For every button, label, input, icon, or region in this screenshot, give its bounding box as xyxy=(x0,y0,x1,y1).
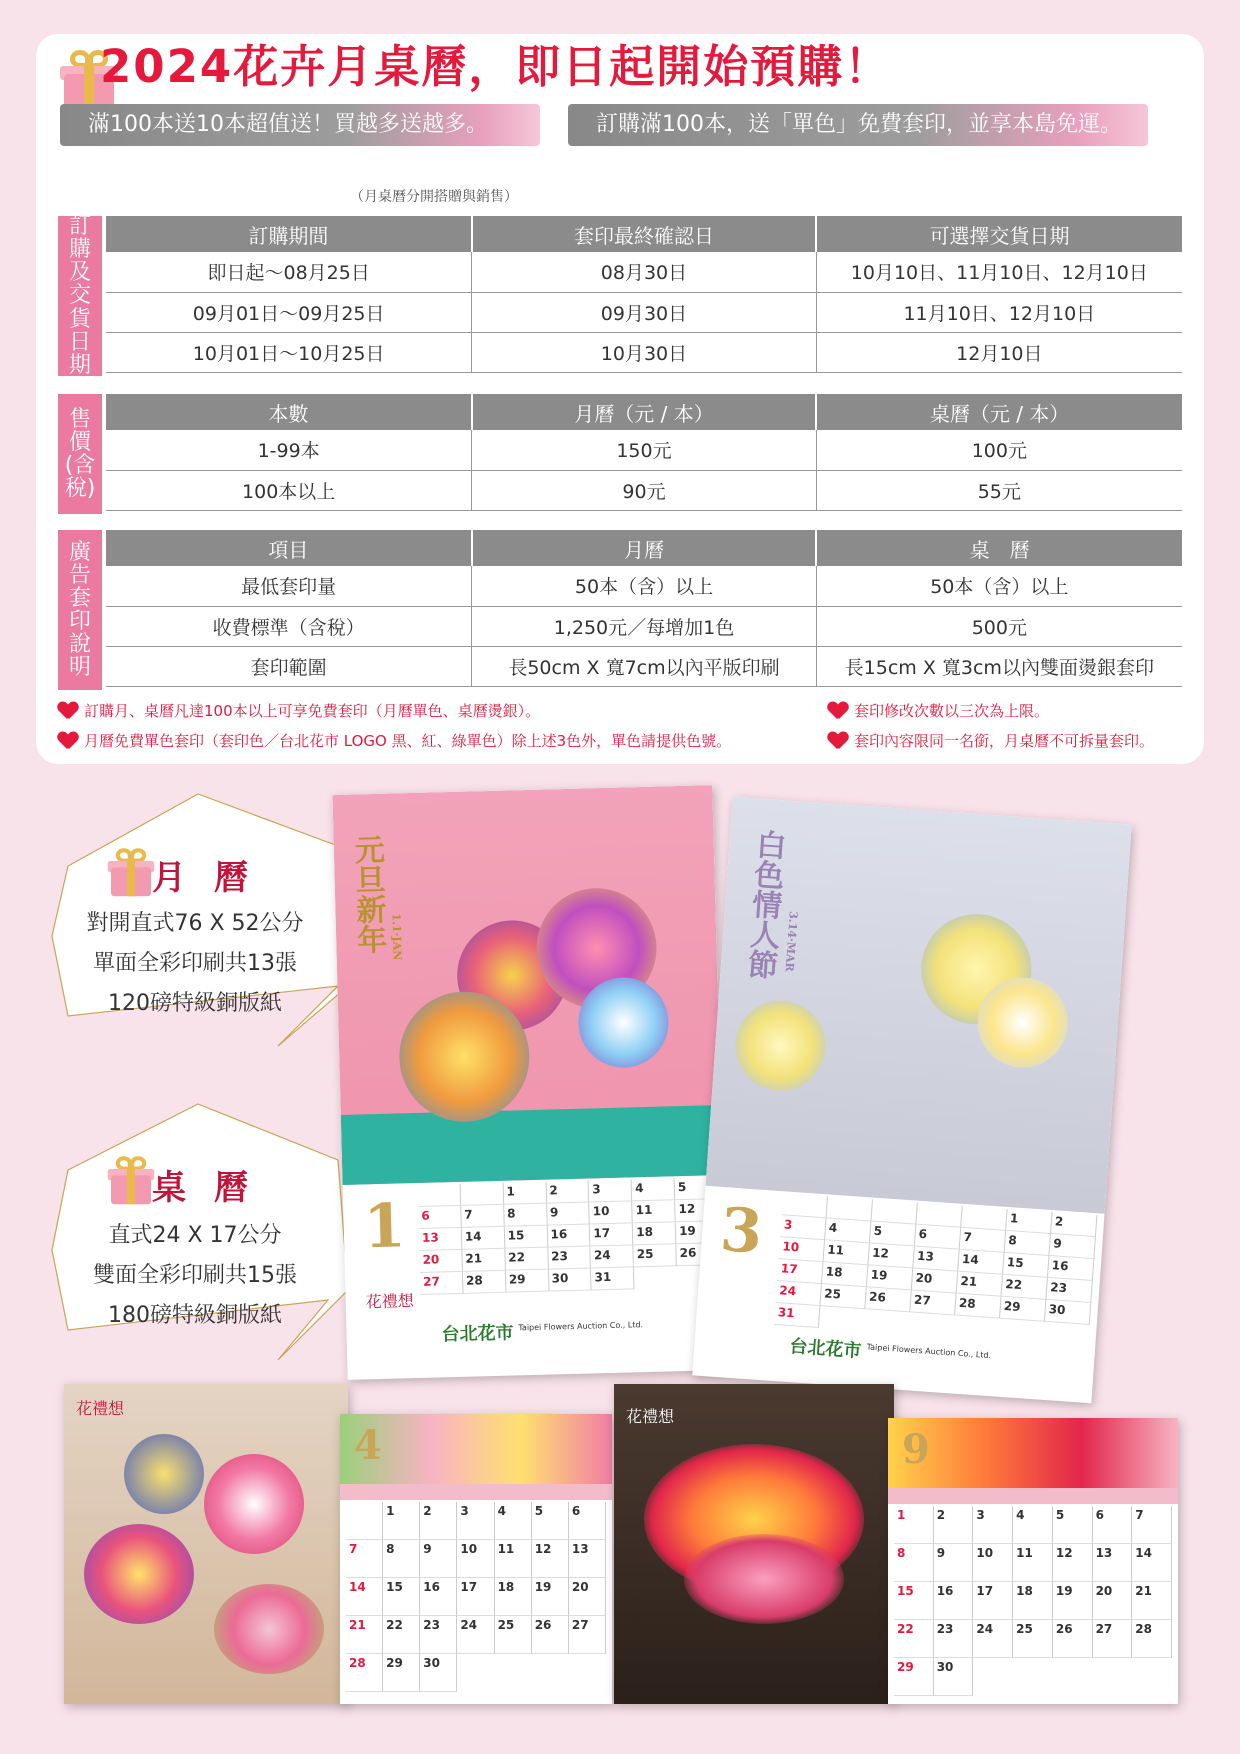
heart-icon xyxy=(828,732,848,750)
day-cell: 9 xyxy=(420,1540,457,1578)
day-cell: 15 xyxy=(383,1578,420,1616)
day-cell: 17 xyxy=(457,1578,494,1616)
day-cell: 5 xyxy=(870,1221,916,1246)
day-cell: 2 xyxy=(934,1506,974,1544)
ad-table xyxy=(106,530,1182,687)
price-label: 售 價 (含 稅) xyxy=(58,394,102,514)
day-cell: 26 xyxy=(676,1243,719,1266)
day-cell xyxy=(782,1193,828,1218)
table-row: 1-99本 150元 100元 xyxy=(106,430,1182,470)
day-cell: 29 xyxy=(1000,1297,1046,1322)
day-cell: 12 xyxy=(675,1199,718,1222)
day-cell: 6 xyxy=(1093,1506,1133,1544)
month-number: 3 xyxy=(718,1195,765,1268)
order-label: 訂 購 及 交 貨 日 期 xyxy=(58,216,102,376)
heart-icon xyxy=(828,702,848,720)
day-cell: 11 xyxy=(495,1540,532,1578)
day-cell: 10 xyxy=(457,1540,494,1578)
calendar-heading: 元旦新年 xyxy=(348,833,387,955)
day-cell: 24 xyxy=(457,1616,494,1654)
day-cell: 16 xyxy=(934,1582,974,1620)
day-cell: 19 xyxy=(676,1221,719,1244)
note-text: （月桌曆分開搭贈與銷售） xyxy=(350,189,518,205)
brand-mark: 花禮想 xyxy=(626,1407,675,1426)
day-cell: 15 xyxy=(504,1226,547,1249)
day-cell: 26 xyxy=(1053,1620,1093,1658)
day-cell: 1 xyxy=(383,1502,420,1540)
wall-spec-3: 120磅特級銅版紙 xyxy=(108,991,282,1016)
day-cell: 18 xyxy=(633,1222,676,1245)
day-cell: 28 xyxy=(955,1294,1001,1319)
month-number: 9 xyxy=(902,1426,930,1473)
desk-calendar-title: 桌 曆 xyxy=(152,1168,256,1208)
day-cell: 27 xyxy=(420,1272,463,1295)
note-2: 月曆免費單色套印（套印色／台北花市 LOGO 黑、紅、綠單色）除上述3色外，單色請提供色號。 xyxy=(58,730,731,751)
day-cell: 24 xyxy=(973,1620,1013,1658)
day-cell: 18 xyxy=(822,1262,868,1287)
day-cell: 21 xyxy=(1132,1582,1172,1620)
day-cell: 25 xyxy=(495,1616,532,1654)
day-cell: 15 xyxy=(894,1582,934,1620)
wall-spec-2: 單面全彩印刷共13張 xyxy=(93,951,297,976)
day-cell: 8 xyxy=(1005,1231,1051,1256)
day-cell: 30 xyxy=(420,1654,457,1692)
day-cell: 11 xyxy=(632,1200,675,1223)
day-cell: 1 xyxy=(503,1182,546,1205)
page-title: 2024花卉月桌曆，即日起開始預購！ xyxy=(100,40,892,93)
col-header: 訂購期間 xyxy=(106,216,472,252)
day-cell: 6 xyxy=(569,1502,606,1540)
day-cell: 21 xyxy=(346,1616,383,1654)
day-cell: 23 xyxy=(548,1246,591,1269)
day-cell xyxy=(418,1184,461,1207)
desk-calendar-photo-2 xyxy=(614,1384,894,1704)
day-cell: 6 xyxy=(915,1225,961,1250)
desk-spec-1: 直式24 X 17公分 xyxy=(108,1223,282,1248)
day-cell: 7 xyxy=(1132,1506,1172,1544)
day-cell: 27 xyxy=(910,1290,956,1315)
day-cell: 9 xyxy=(934,1544,974,1582)
logo: 台北花市 xyxy=(788,1336,863,1363)
promo-right: 訂購滿100本，送「單色」免費套印，並享本島免運。 xyxy=(568,104,1148,146)
day-cell: 13 xyxy=(1093,1544,1133,1582)
day-cell: 2 xyxy=(1051,1212,1097,1237)
col-header: 月曆 xyxy=(472,530,816,566)
table-row: 最低套印量 50本（含）以上 50本（含）以上 xyxy=(106,566,1182,606)
order-table xyxy=(106,216,1182,373)
ad-section xyxy=(58,530,1182,690)
day-cell: 3 xyxy=(780,1215,826,1240)
day-cell: 24 xyxy=(776,1281,822,1306)
day-cell: 17 xyxy=(590,1223,633,1246)
day-cell: 29 xyxy=(894,1658,934,1696)
day-cell: 4 xyxy=(495,1502,532,1540)
promo-left: 滿100本送10本超值送！買越多送越多。 xyxy=(60,104,540,146)
april-desk-sample xyxy=(340,1414,612,1704)
price-table xyxy=(106,394,1182,511)
september-desk-sample xyxy=(888,1418,1178,1704)
day-cell: 16 xyxy=(420,1578,457,1616)
col-header: 套印最終確認日 xyxy=(472,216,816,252)
day-cell: 11 xyxy=(823,1240,869,1265)
january-calendar-sample xyxy=(332,785,727,1380)
day-cell: 29 xyxy=(383,1654,420,1692)
day-cell: 2 xyxy=(420,1502,457,1540)
day-cell: 13 xyxy=(913,1247,959,1272)
day-cell xyxy=(871,1200,917,1225)
order-section xyxy=(58,216,1182,376)
day-cell: 5 xyxy=(1053,1506,1093,1544)
brand-mark: 花禮想 xyxy=(365,1291,414,1312)
col-header: 項目 xyxy=(106,530,472,566)
logo-english: Taipei Flowers Auction Co., Ltd. xyxy=(866,1342,992,1361)
month-number: 4 xyxy=(354,1422,382,1469)
day-cell: 14 xyxy=(1132,1544,1172,1582)
table-row: 10月01日～10月25日 10月30日 12月10日 xyxy=(106,332,1182,372)
day-cell: 10 xyxy=(590,1201,633,1224)
calendar-subheading: 3.14·MAR xyxy=(782,910,800,973)
day-cell: 11 xyxy=(1013,1544,1053,1582)
day-cell: 14 xyxy=(958,1250,1004,1275)
day-cell: 7 xyxy=(960,1228,1006,1253)
day-cell: 16 xyxy=(547,1224,590,1247)
day-cell: 22 xyxy=(505,1248,548,1271)
day-cell: 17 xyxy=(973,1582,1013,1620)
day-cell: 22 xyxy=(894,1620,934,1658)
day-cell: 3 xyxy=(973,1506,1013,1544)
col-header: 可選擇交貨日期 xyxy=(816,216,1182,252)
day-cell: 3 xyxy=(457,1502,494,1540)
day-cell: 23 xyxy=(934,1620,974,1658)
march-calendar-sample xyxy=(692,797,1131,1403)
note-3: 套印修改次數以三次為上限。 xyxy=(828,700,1049,721)
day-cell: 28 xyxy=(463,1271,506,1294)
table-row: 即日起～08月25日 08月30日 10月10日、11月10日、12月10日 xyxy=(106,252,1182,292)
calendar-heading: 白色情人節 xyxy=(741,828,787,981)
day-cell: 27 xyxy=(1093,1620,1133,1658)
day-cell: 6 xyxy=(418,1206,461,1229)
day-cell: 21 xyxy=(957,1272,1003,1297)
day-cell: 15 xyxy=(1003,1253,1049,1278)
day-cell: 8 xyxy=(894,1544,934,1582)
table-row: 套印範圍 長50cm X 寬7cm以內平版印刷 長15cm X 寬3cm以內雙面燙銀套印 xyxy=(106,646,1182,686)
note-4: 套印內容限同一名銜，月桌曆不可拆量套印。 xyxy=(828,730,1154,751)
day-cell: 30 xyxy=(1045,1300,1091,1325)
day-cell: 30 xyxy=(548,1268,591,1291)
col-header: 月曆（元 / 本） xyxy=(472,394,816,430)
day-cell: 28 xyxy=(346,1654,383,1692)
day-cell: 29 xyxy=(506,1270,549,1293)
gift-icon xyxy=(106,848,156,898)
col-header: 本數 xyxy=(106,394,472,430)
col-header: 桌曆（元 / 本） xyxy=(816,394,1182,430)
day-cell: 10 xyxy=(779,1237,825,1262)
month-grid xyxy=(346,1502,606,1692)
day-cell: 19 xyxy=(532,1578,569,1616)
day-cell xyxy=(346,1502,383,1540)
month-grid xyxy=(418,1177,721,1295)
day-cell xyxy=(961,1206,1007,1231)
day-cell: 12 xyxy=(868,1243,914,1268)
day-cell: 26 xyxy=(865,1287,911,1312)
day-cell: 22 xyxy=(383,1616,420,1654)
day-cell: 17 xyxy=(777,1259,823,1284)
day-cell: 4 xyxy=(825,1218,871,1243)
day-cell: 19 xyxy=(1053,1582,1093,1620)
day-cell: 12 xyxy=(1053,1544,1093,1582)
logo-english: Taipei Flowers Auction Co., Ltd. xyxy=(518,1320,644,1333)
day-cell: 20 xyxy=(569,1578,606,1616)
day-cell: 28 xyxy=(1132,1620,1172,1658)
day-cell: 25 xyxy=(634,1244,677,1267)
day-cell: 19 xyxy=(867,1265,913,1290)
day-cell: 8 xyxy=(383,1540,420,1578)
day-cell: 1 xyxy=(894,1506,934,1544)
col-header: 桌 曆 xyxy=(816,530,1182,566)
day-cell: 12 xyxy=(532,1540,569,1578)
calendar-subheading: 1.1·JAN xyxy=(389,913,404,961)
wall-calendar-title: 月 曆 xyxy=(152,858,256,898)
day-cell: 14 xyxy=(462,1227,505,1250)
day-cell xyxy=(916,1203,962,1228)
day-cell: 24 xyxy=(591,1245,634,1268)
day-cell: 8 xyxy=(504,1204,547,1227)
day-cell: 31 xyxy=(774,1303,820,1328)
day-cell: 30 xyxy=(934,1658,974,1696)
day-cell xyxy=(827,1196,873,1221)
heart-icon xyxy=(58,702,78,720)
day-cell: 21 xyxy=(462,1249,505,1272)
day-cell: 13 xyxy=(569,1540,606,1578)
day-cell: 31 xyxy=(591,1267,634,1290)
note-1: 訂購月、桌曆凡達100本以上可享免費套印（月曆單色、桌曆燙銀）。 xyxy=(58,700,540,721)
desk-calendar-photo-1 xyxy=(64,1384,348,1704)
day-cell: 4 xyxy=(1013,1506,1053,1544)
day-cell: 18 xyxy=(495,1578,532,1616)
day-cell: 14 xyxy=(346,1578,383,1616)
table-row: 100本以上 90元 55元 xyxy=(106,470,1182,510)
day-cell: 25 xyxy=(820,1284,866,1309)
heart-icon xyxy=(58,732,78,750)
day-cell: 18 xyxy=(1013,1582,1053,1620)
day-cell: 13 xyxy=(419,1228,462,1251)
day-cell: 9 xyxy=(547,1202,590,1225)
month-grid xyxy=(774,1193,1097,1347)
month-number: 1 xyxy=(362,1191,407,1263)
day-cell xyxy=(460,1183,503,1206)
table-row: 收費標準（含稅） 1,250元／每增加1色 500元 xyxy=(106,606,1182,646)
day-cell: 10 xyxy=(973,1544,1013,1582)
day-cell: 2 xyxy=(546,1180,589,1203)
day-cell: 23 xyxy=(1046,1278,1092,1303)
desk-spec-2: 雙面全彩印刷共15張 xyxy=(93,1263,297,1288)
day-cell: 16 xyxy=(1048,1256,1094,1281)
desk-spec-3: 180磅特級銅版紙 xyxy=(108,1303,282,1328)
logo: 台北花市 xyxy=(441,1322,514,1346)
day-cell: 25 xyxy=(1013,1620,1053,1658)
price-section xyxy=(58,394,1182,514)
day-cell: 20 xyxy=(1093,1582,1133,1620)
day-cell: 1 xyxy=(1006,1209,1052,1234)
day-cell: 23 xyxy=(420,1616,457,1654)
table-row: 09月01日～09月25日 09月30日 11月10日、12月10日 xyxy=(106,292,1182,332)
day-cell: 7 xyxy=(461,1205,504,1228)
day-cell: 20 xyxy=(912,1268,958,1293)
ad-label: 廣 告 套 印 說 明 xyxy=(58,530,102,690)
gift-icon xyxy=(106,1156,156,1206)
day-cell: 9 xyxy=(1049,1234,1095,1259)
wall-spec-1: 對開直式76 X 52公分 xyxy=(86,911,304,936)
day-cell: 5 xyxy=(675,1177,718,1200)
day-cell: 26 xyxy=(532,1616,569,1654)
day-cell: 3 xyxy=(589,1179,632,1202)
day-cell: 22 xyxy=(1001,1275,1047,1300)
day-cell: 5 xyxy=(532,1502,569,1540)
day-cell: 20 xyxy=(419,1250,462,1273)
day-cell: 27 xyxy=(569,1616,606,1654)
day-cell: 4 xyxy=(632,1178,675,1201)
brand-mark: 花禮想 xyxy=(76,1399,125,1418)
day-cell: 7 xyxy=(346,1540,383,1578)
month-grid xyxy=(894,1506,1172,1696)
